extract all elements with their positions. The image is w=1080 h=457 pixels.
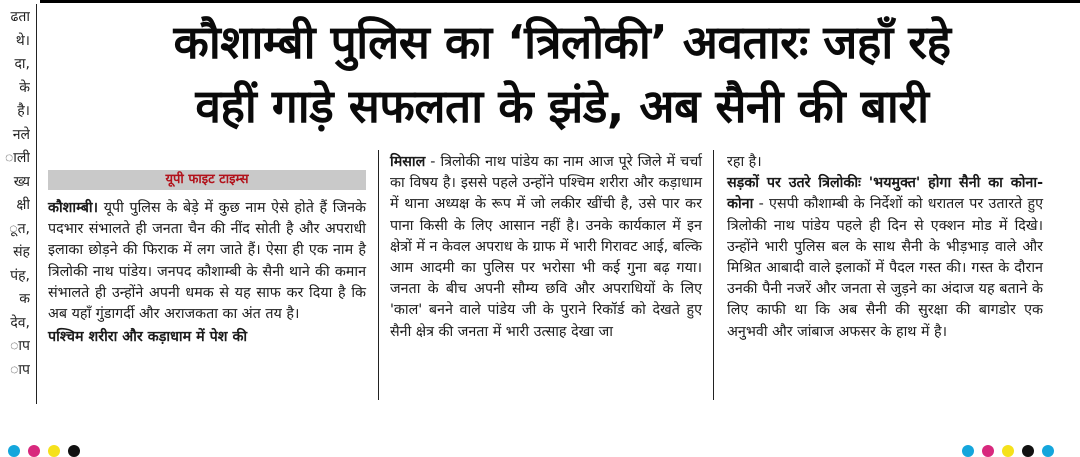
article-column-2 — [390, 152, 702, 343]
registration-dot-yellow — [48, 445, 60, 457]
fragment-line: है। — [17, 103, 30, 119]
subheading-continued: मिसाल — [390, 154, 426, 170]
paragraph-text: यूपी पुलिस के बेड़े में कुछ नाम ऐसे होते हैं जिनके पदभार संभालते ही जनता चैन की नींद सोती है और अपराधी इलाका छोड़ने की फिराक में लग जाते हैं। ऐसा ही एक नाम है त्रिलोकी नाथ पांडेय। जनपद कौशाम्बी के सैनी थाने की कमान संभालते ही उन्होंने अपनी धमक से यह साफ कर दिया है कि अब यहाँ गुंडागर्दी और अराजकता का अंत तय है। — [48, 200, 366, 323]
fragment-line: के — [19, 79, 30, 96]
top-rule — [40, 0, 1080, 3]
registration-dot-magenta — [982, 445, 994, 457]
fragment-line: देव, — [10, 314, 30, 331]
dateline: कौशाम्बी। — [48, 200, 99, 216]
fragment-line: क्षी — [16, 197, 30, 213]
fragment-line: संह — [13, 244, 30, 260]
column-divider — [713, 150, 714, 400]
byline: यूपी फाइट टाइम्स — [48, 170, 366, 190]
paragraph-text: - एसपी कौशाम्बी के निर्देशों को धरातल पर उतारते हुए त्रिलोकी नाथ पांडेय पहले ही दिन से एक्शन मोड में दिखे। उन्होंने भारी पुलिस बल के साथ सैनी के भीड़भाड़ वाले और मिश्रित आबादी वाले इलाकों में पैदल गस्त की। गस्त के दौरान उनकी पैनी नजरें और जनता से जुड़ने का अंदाज यह बताने के लिए काफी था कि अब सैनी की सुरक्षा की बागडोर एक अनुभवी और जांबाज अफसर के हाथ में है। — [727, 196, 1043, 340]
subheading: पश्चिम शरीरा और कड़ाधाम में पेश की — [48, 329, 248, 346]
fragment-line: दा, — [14, 56, 30, 72]
carry-over-text: रहा है। — [727, 154, 762, 170]
headline-line-1: कौशाम्बी पुलिस का ‘त्रिलोकी’ अवतारः जहाँ रहे — [173, 15, 951, 69]
fragment-line: क — [19, 291, 30, 307]
fragment-line: ाप — [10, 338, 30, 354]
print-registration-marks — [0, 442, 1080, 455]
registration-dot-black — [1022, 445, 1034, 457]
registration-dot-cyan — [1042, 445, 1054, 457]
headline-line-2: वहीं गाड़े सफलता के झंडे, अब सैनी की बारी — [195, 79, 929, 133]
fragment-line: ढता — [10, 9, 30, 25]
article-paragraph — [727, 173, 1043, 343]
fragment-line: नले — [12, 126, 30, 143]
fragment-line: ूत, — [9, 220, 30, 237]
fragment-line: थे। — [15, 32, 30, 49]
article-column-1 — [48, 148, 366, 348]
fragment-line: ाली — [4, 150, 30, 166]
article-paragraph — [390, 152, 702, 343]
registration-dot-cyan — [8, 445, 20, 457]
subheading: सड़कों पर उतरे त्रिलोकीः 'भयमुक्त' होगा सैनी का कोना-कोना — [727, 175, 1043, 213]
paragraph-text: - त्रिलोकी नाथ पांडेय का नाम आज पूरे जिले में चर्चा का विषय है। इससे पहले उन्होंने पश्चिम शरीरा और कड़ाधाम में थाना अध्यक्ष के रूप में जो लकीर खींची है, उसे पार कर पाना किसी के लिए आसान नहीं है। उनके कार्यकाल में इन क्षेत्रों में न केवल अपराध के ग्राफ में भारी गिरावट आई, बल्कि आम आदमी का पुलिस पर भरोसा भी कई गुना बढ़ गया। जनता के बीच अपनी सौम्य छवि और अपराधियों के लिए 'काल' बनने वाले पांडेय जी के पुराने रिकॉर्ड को देखते हुए सैनी क्षेत्र की जनता में भारी उत्साह देखा जा — [390, 154, 702, 340]
column-divider-left — [36, 4, 37, 404]
column-divider — [378, 150, 379, 400]
fragment-line: पंह, — [10, 267, 30, 284]
registration-dot-magenta — [28, 445, 40, 457]
registration-dot-yellow — [1002, 445, 1014, 457]
article-paragraph — [48, 198, 366, 325]
registration-dot-cyan — [962, 445, 974, 457]
article-column-3 — [727, 152, 1043, 343]
fragment-line: ख्य — [13, 173, 30, 190]
registration-dot-black — [68, 445, 80, 457]
fragment-line: ाप — [10, 361, 30, 378]
adjacent-column-fragment — [0, 6, 30, 406]
